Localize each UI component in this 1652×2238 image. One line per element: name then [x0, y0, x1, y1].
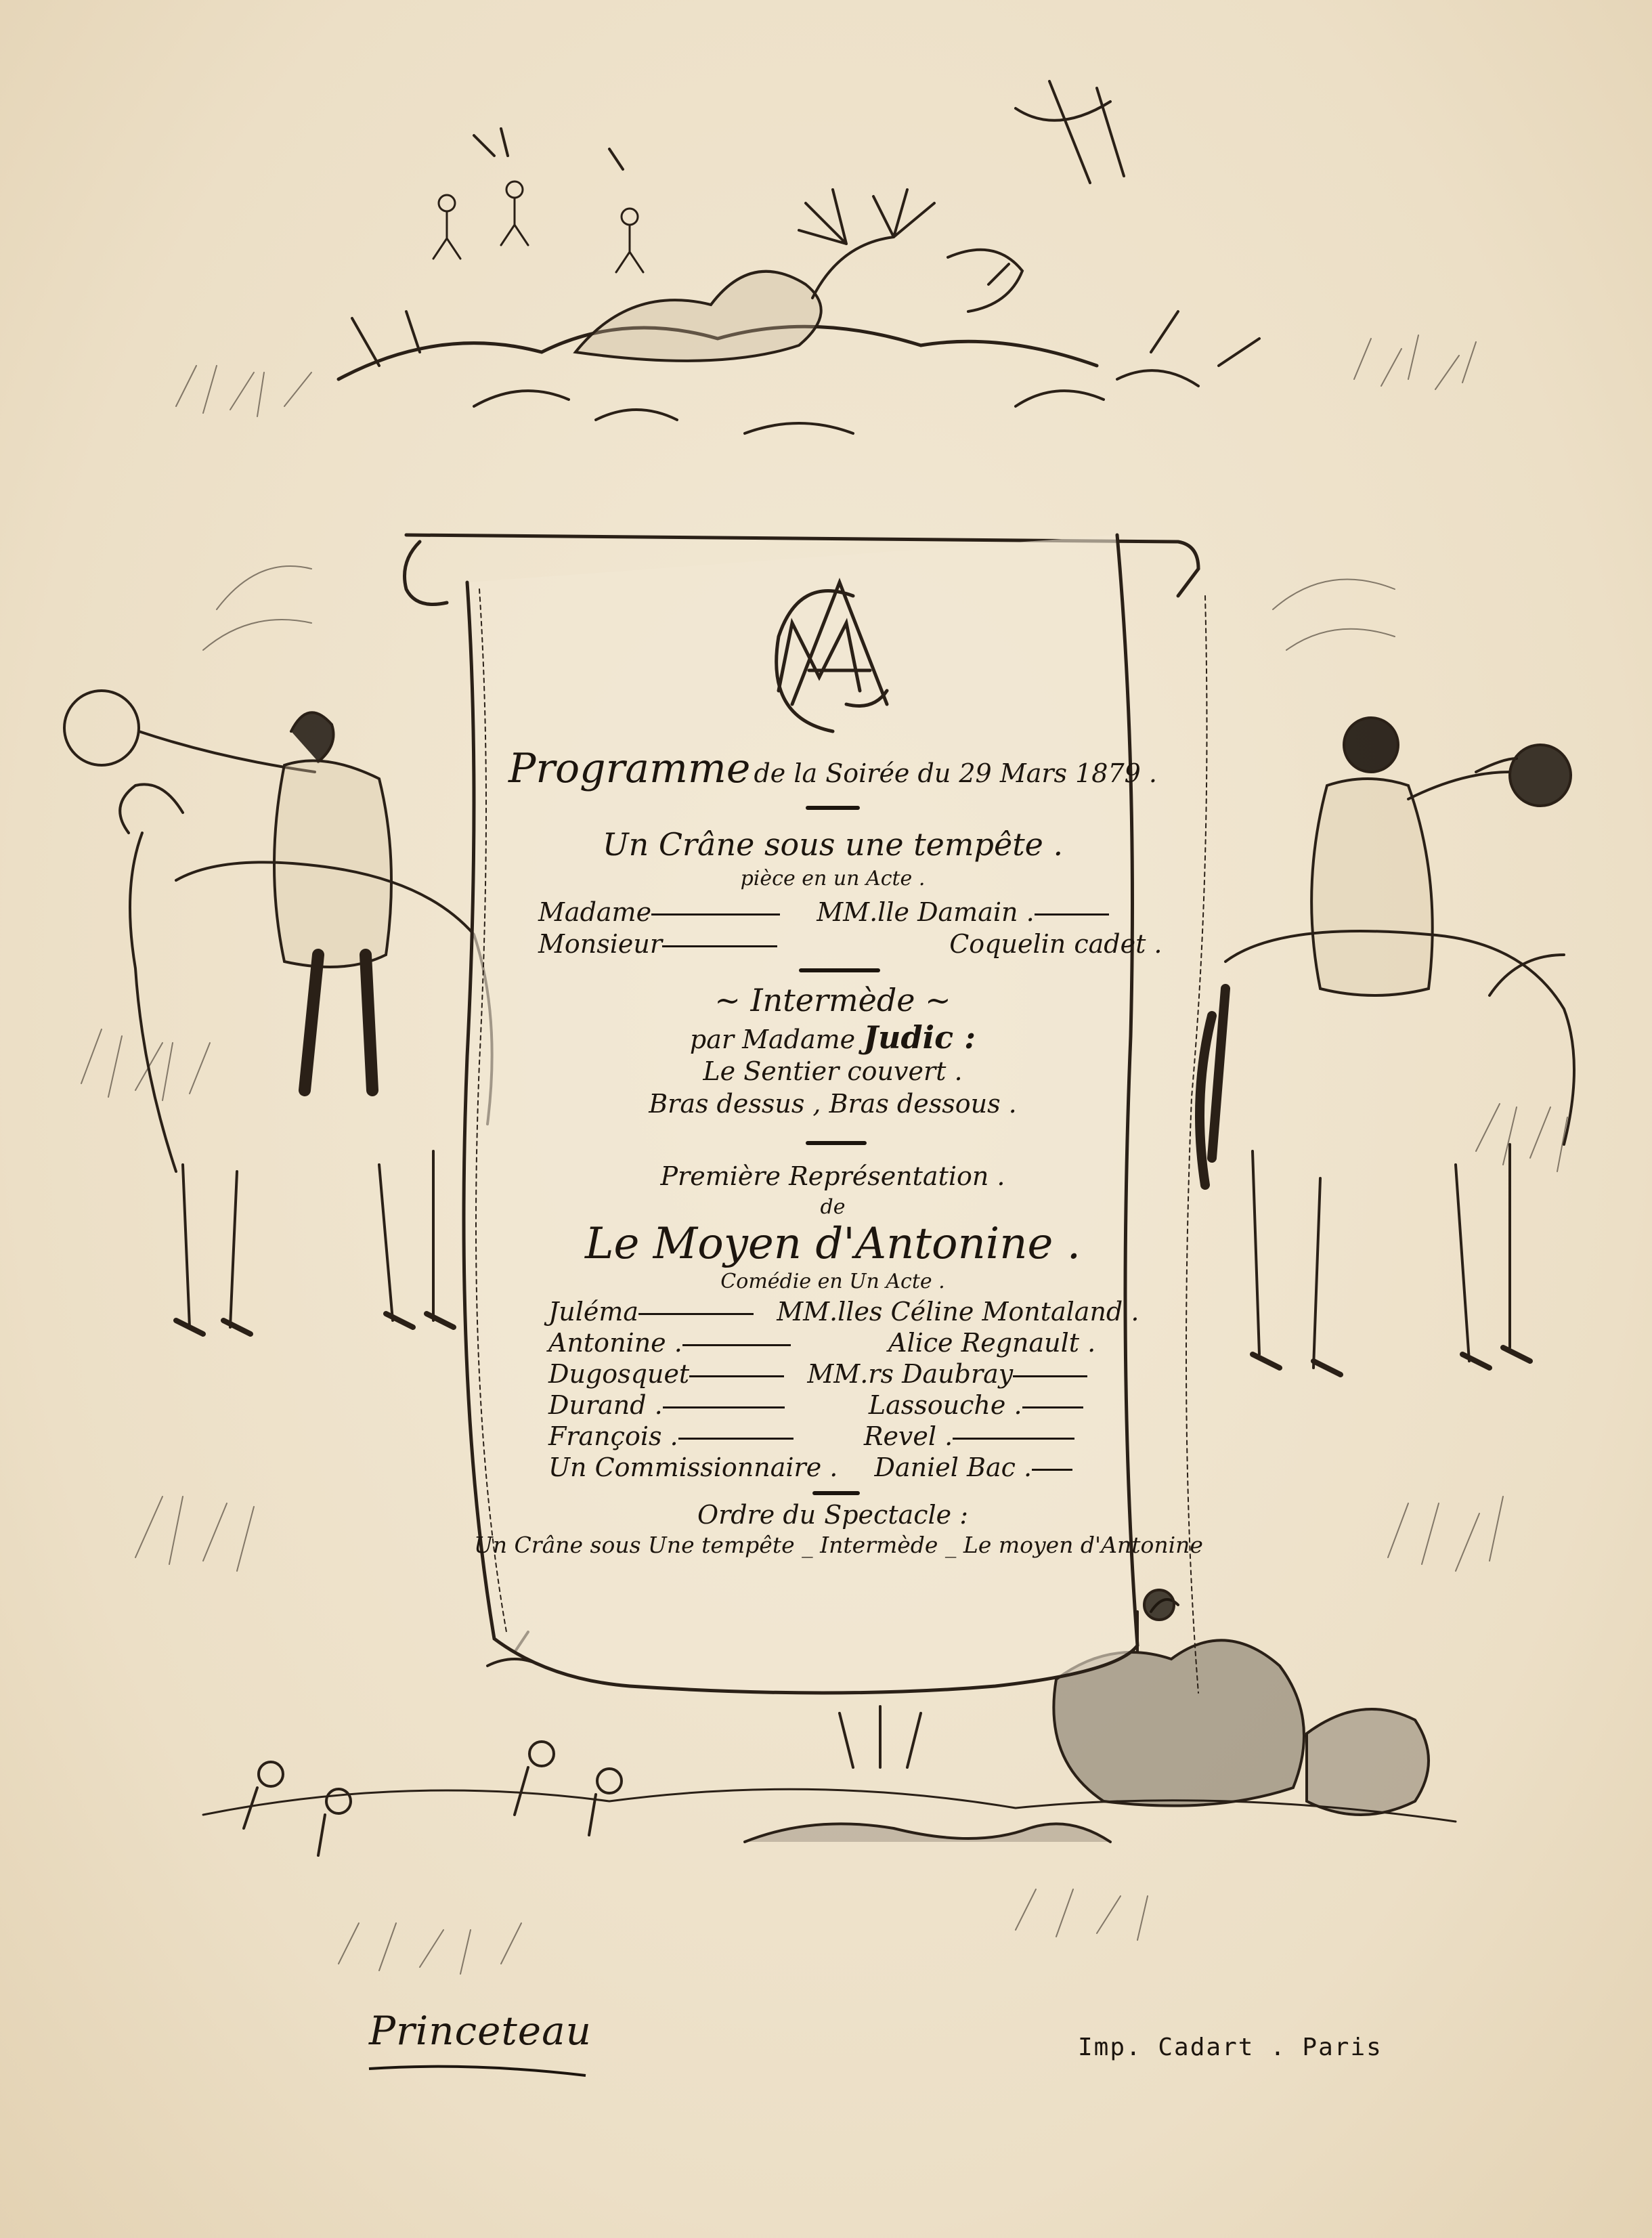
play2-cast-row: Durand . Lassouche .	[548, 1390, 1083, 1420]
right-huntsman	[1200, 718, 1574, 1375]
play1-cast-row	[538, 929, 1162, 959]
play2-cast-row: Dugosquet MM.rs Daubray	[548, 1359, 1087, 1389]
premiere-label: Première Représentation .	[660, 1161, 1005, 1191]
play2-subtitle: Comédie en Un Acte .	[720, 1270, 945, 1293]
play2-cast-row: François . Revel .	[548, 1421, 1074, 1451]
ordre-text: Un Crâne sous Une tempête _ Intermède _ Le moyen d'Antonine	[474, 1532, 1203, 1558]
programme-heading	[474, 745, 1192, 792]
play1-title: Un Crâne sous une tempête .	[602, 826, 1064, 863]
intermede-title: ~ Intermède ~	[714, 982, 951, 1018]
actor: Damain .	[917, 897, 1035, 927]
role: Monsieur	[538, 929, 663, 959]
role: Madame	[538, 897, 652, 927]
programme-scroll	[474, 535, 1203, 1612]
play2-cast-row: Un Commissionnaire . Daniel Bac .	[548, 1452, 1072, 1482]
intermede-song: Le Sentier couvert .	[703, 1056, 963, 1086]
signature-underline-icon	[366, 2055, 589, 2082]
intermede-song: Bras dessus , Bras dessous .	[649, 1089, 1017, 1119]
intermede-by: par Madame Judic :	[689, 1019, 976, 1056]
divider	[799, 968, 880, 972]
stag-hunt-top	[339, 81, 1259, 433]
programme-title-main: Programme	[508, 745, 751, 792]
left-huntsman	[64, 691, 492, 1334]
play2-cast-row: Antonine . Alice Regnault .	[548, 1328, 1096, 1358]
printer-credit: Imp. Cadart . Paris	[1078, 2033, 1383, 2061]
performer: Judic :	[863, 1019, 976, 1056]
honorific: MM.lle	[817, 897, 909, 927]
divider	[806, 806, 860, 810]
programme-title-rest: de la Soirée du 29 Mars 1879 .	[754, 758, 1157, 788]
play1-cast-row	[538, 897, 1109, 927]
divider	[806, 1141, 867, 1145]
distant-riders	[433, 181, 643, 272]
monogram-text	[474, 535, 1192, 548]
play2-title: Le Moyen d'Antonine .	[584, 1219, 1081, 1269]
play1-subtitle: pièce en un Acte .	[740, 867, 926, 890]
actor: Coquelin cadet .	[949, 929, 1162, 959]
play2-cast-row: Juléma MM.lles Céline Montaland .	[548, 1297, 1139, 1327]
de-label: de	[820, 1195, 846, 1219]
ordre-title: Ordre du Spectacle :	[697, 1500, 969, 1530]
divider	[812, 1491, 860, 1495]
artist-signature: Princeteau	[369, 2008, 592, 2054]
